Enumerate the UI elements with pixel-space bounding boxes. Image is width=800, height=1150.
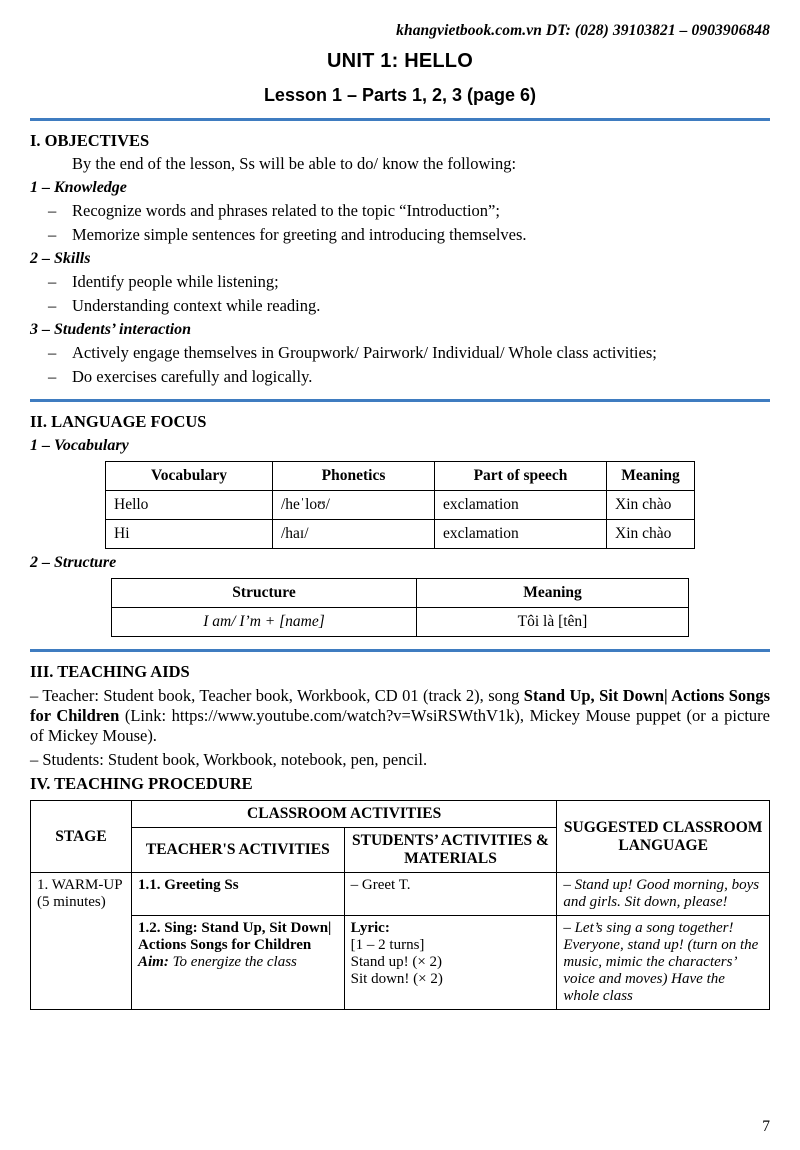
table-row	[31, 916, 770, 1010]
column-header: Phonetics	[273, 462, 435, 491]
list-item	[30, 225, 770, 245]
structure-heading: 2 – Structure	[30, 554, 117, 571]
vocabulary-table	[105, 461, 695, 549]
teacher-activity-cell	[132, 873, 345, 916]
objectives-intro: By the end of the lesson, Ss will be able to do/ know the following:	[72, 154, 517, 173]
objectives-heading: I. OBJECTIVES	[30, 131, 150, 150]
table-cell: Hi	[106, 520, 273, 549]
teaching-aids-heading: III. TEACHING AIDS	[30, 662, 190, 681]
teacher-activity-aim	[138, 954, 338, 971]
teacher-activity-title: 1.2. Sing: Stand Up, Sit Down| Actions Songs for Children	[138, 920, 332, 953]
table-header-row	[106, 462, 695, 491]
student-activity-line: [1 – 2 turns]	[350, 937, 425, 953]
list-item	[30, 343, 770, 363]
student-activity-line: Sit down! (× 2)	[350, 971, 443, 987]
classroom-language-cell	[557, 873, 770, 916]
table-header-row	[31, 801, 770, 828]
list-item-text: Memorize simple sentences for greeting and introducing themselves.	[72, 225, 527, 244]
table-cell: /heˈloʊ/	[273, 491, 435, 520]
column-header-classroom-activities: CLASSROOM ACTIVITIES	[132, 801, 557, 828]
list-item	[30, 296, 770, 316]
publisher-header: khangvietbook.com.vn DT: (028) 39103821 – 0903906848	[396, 22, 770, 39]
section-teaching-aids	[30, 662, 770, 770]
table-row	[112, 608, 689, 637]
structure-table	[111, 578, 689, 637]
teacher-aids-suffix: (Link: https://www.youtube.com/watch?v=WsiRSWthV1k), Mickey Mouse puppet (or a picture of Mickey Mouse).	[30, 706, 770, 745]
dash-marker: –	[48, 367, 57, 386]
section-teaching-procedure	[30, 774, 770, 1010]
student-activity-cell	[344, 916, 557, 1010]
list-item	[30, 272, 770, 292]
column-header: Vocabulary	[106, 462, 273, 491]
list-item-text: Do exercises carefully and logically.	[72, 367, 313, 386]
page-title: UNIT 1: HELLO	[327, 50, 473, 72]
teacher-activity-title: 1.1. Greeting Ss	[138, 877, 239, 893]
classroom-language-line: – Stand up! Good morning, boys and girls. Sit down, please!	[563, 877, 760, 910]
table-cell: /haɪ/	[273, 520, 435, 549]
column-header: Meaning	[417, 579, 689, 608]
dash-marker: –	[48, 225, 57, 244]
dash-marker: –	[48, 272, 57, 291]
student-activity-line: Stand up! (× 2)	[350, 954, 443, 970]
column-header: Structure	[112, 579, 417, 608]
aim-text: To energize the class	[168, 954, 297, 970]
table-cell: Xin chào	[607, 520, 695, 549]
divider-middle	[30, 399, 770, 402]
skills-heading: 2 – Skills	[30, 250, 91, 267]
song-title: Stand Up, Sit Down| Actions Songs for Children	[30, 686, 771, 725]
list-item-text: Understanding context while reading.	[72, 296, 321, 315]
table-cell: exclamation	[435, 520, 607, 549]
table-cell: exclamation	[435, 491, 607, 520]
table-cell: Tôi là [tên]	[417, 608, 689, 637]
table-cell: Hello	[106, 491, 273, 520]
section-objectives	[30, 131, 770, 387]
table-cell: I am/ I’m + [name]	[112, 608, 417, 637]
vocabulary-heading: 1 – Vocabulary	[30, 437, 129, 454]
procedure-heading: IV. TEACHING PROCEDURE	[30, 774, 253, 793]
dash-marker: –	[48, 296, 57, 315]
aim-label: Aim:	[138, 954, 169, 970]
list-item-text: Actively engage themselves in Groupwork/ Pairwork/ Individual/ Whole class activities;	[72, 343, 657, 362]
classroom-language-cell	[557, 916, 770, 1010]
column-header-students: STUDENTS’ ACTIVITIES & MATERIALS	[344, 828, 557, 873]
stage-cell: 1. WARM-UP (5 minutes)	[31, 873, 132, 1010]
column-header-teacher: TEACHER'S ACTIVITIES	[132, 828, 345, 873]
list-item-text: Recognize words and phrases related to the topic “Introduction”;	[72, 201, 500, 220]
list-item	[30, 367, 770, 387]
column-header-language: SUGGESTED CLASSROOM LANGUAGE	[557, 801, 770, 873]
procedure-table	[30, 800, 770, 1010]
list-item-text: Identify people while listening;	[72, 272, 279, 291]
divider-top	[30, 118, 770, 121]
teacher-aids-paragraph	[30, 686, 770, 746]
table-row	[106, 520, 695, 549]
page-subtitle: Lesson 1 – Parts 1, 2, 3 (page 6)	[263, 85, 537, 105]
title-block	[30, 50, 770, 106]
teacher-activity-cell	[132, 916, 345, 1010]
teacher-aids-prefix: – Teacher: Student book, Teacher book, Workbook, CD 01 (track 2), song	[30, 686, 524, 705]
table-cell: Xin chào	[607, 491, 695, 520]
language-focus-heading: II. LANGUAGE FOCUS	[30, 412, 207, 431]
column-header-stage: STAGE	[31, 801, 132, 873]
interaction-heading: 3 – Students’ interaction	[30, 321, 192, 338]
table-row	[106, 491, 695, 520]
student-activity-line: Lyric:	[350, 920, 390, 936]
dash-marker: –	[48, 201, 57, 220]
column-header: Meaning	[607, 462, 695, 491]
student-activity-line: – Greet T.	[350, 877, 411, 893]
column-header: Part of speech	[435, 462, 607, 491]
list-item	[30, 201, 770, 221]
divider-bottom	[30, 649, 770, 652]
student-activity-cell	[344, 873, 557, 916]
student-aids-paragraph: – Students: Student book, Workbook, notebook, pen, pencil.	[30, 750, 428, 769]
section-language-focus	[30, 412, 770, 637]
page-number: 7	[762, 1118, 770, 1135]
table-row	[31, 873, 770, 916]
knowledge-heading: 1 – Knowledge	[30, 179, 127, 196]
classroom-language-line: – Let’s sing a song together! Everyone, stand up! (turn on the music, mimic the characters’ voice and moves) Have the whole class	[563, 920, 759, 1004]
dash-marker: –	[48, 343, 57, 362]
table-header-row	[112, 579, 689, 608]
